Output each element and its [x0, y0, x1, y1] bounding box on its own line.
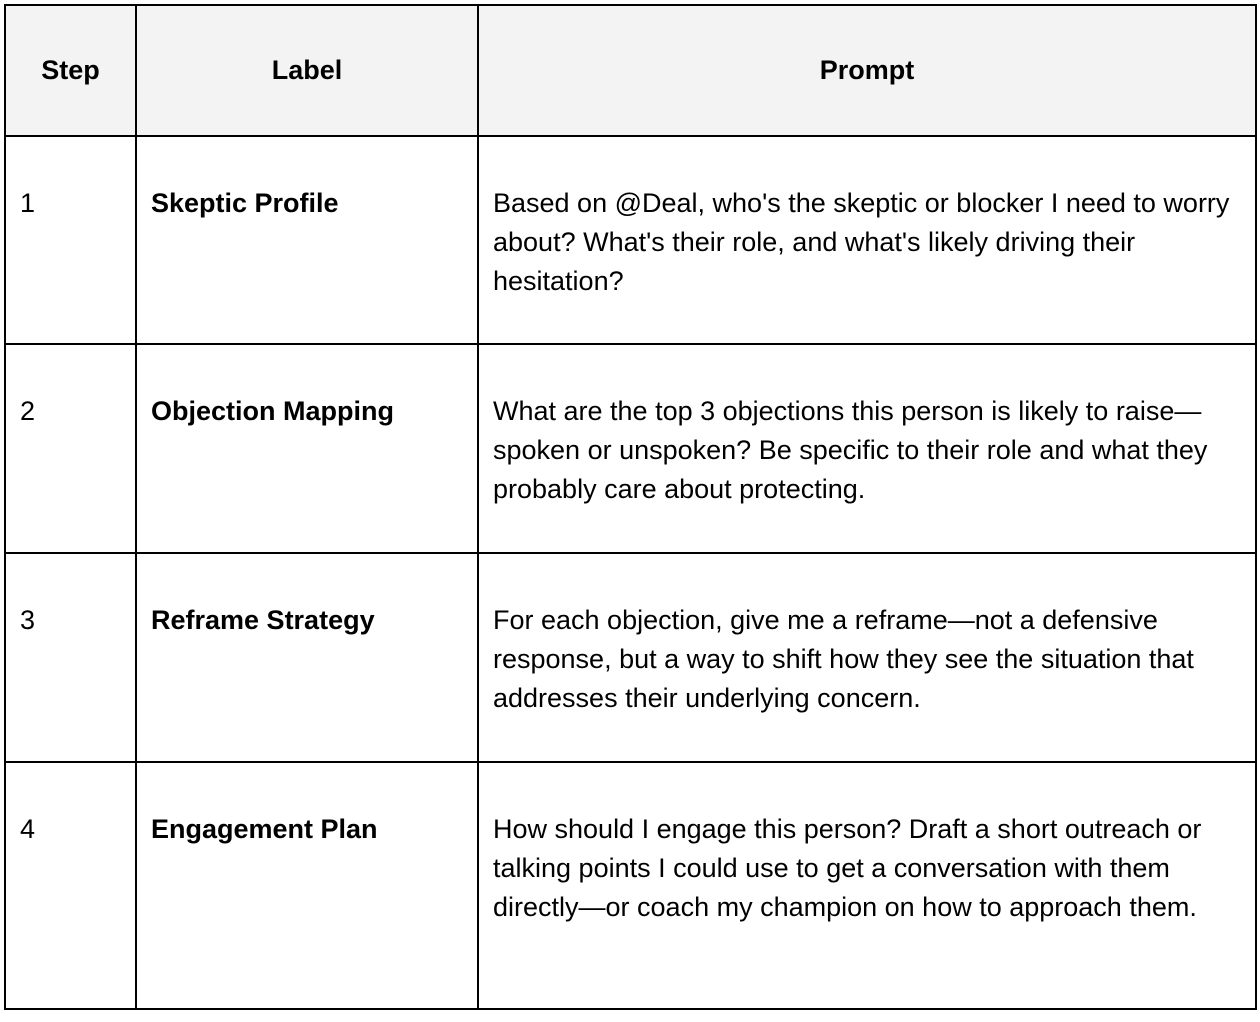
step-number: 3	[20, 605, 36, 635]
step-prompt: For each objection, give me a reframe—not a defensive response, but a way to shift how they see the situation that addresses their underlying concern.	[493, 605, 1194, 713]
step-number: 1	[20, 188, 36, 218]
step-label: Skeptic Profile	[151, 188, 339, 218]
prompt-cell	[478, 553, 1256, 762]
step-prompt: How should I engage this person? Draft a short outreach or talking points I could use to get a conversation with them directly—or coach my champion on how to approach them.	[493, 814, 1202, 922]
step-label: Objection Mapping	[151, 396, 394, 426]
table-body	[5, 136, 1256, 1009]
table-row	[5, 344, 1256, 553]
step-cell	[5, 136, 136, 344]
label-cell	[136, 344, 478, 553]
header-label: Label	[136, 5, 478, 136]
table-row	[5, 136, 1256, 344]
prompt-cell	[478, 762, 1256, 1009]
prompt-cell	[478, 136, 1256, 344]
step-number: 4	[20, 814, 36, 844]
label-cell	[136, 136, 478, 344]
table-row	[5, 553, 1256, 762]
header-step: Step	[5, 5, 136, 136]
label-cell	[136, 762, 478, 1009]
step-cell	[5, 762, 136, 1009]
step-prompt: Based on @Deal, who's the skeptic or blocker I need to worry about? What's their role, and what's likely driving their hesitation?	[493, 188, 1230, 296]
header-row	[5, 5, 1256, 136]
step-label: Engagement Plan	[151, 814, 378, 844]
step-cell	[5, 553, 136, 762]
step-prompt: What are the top 3 objections this person is likely to raise—spoken or unspoken? Be specific to their role and what they probably care about protecting.	[493, 396, 1208, 504]
step-label: Reframe Strategy	[151, 605, 375, 635]
table-header	[5, 5, 1256, 136]
header-prompt: Prompt	[478, 5, 1256, 136]
step-number: 2	[20, 396, 36, 426]
table-row	[5, 762, 1256, 1009]
prompt-cell	[478, 344, 1256, 553]
step-cell	[5, 344, 136, 553]
label-cell	[136, 553, 478, 762]
steps-table	[4, 4, 1257, 1010]
